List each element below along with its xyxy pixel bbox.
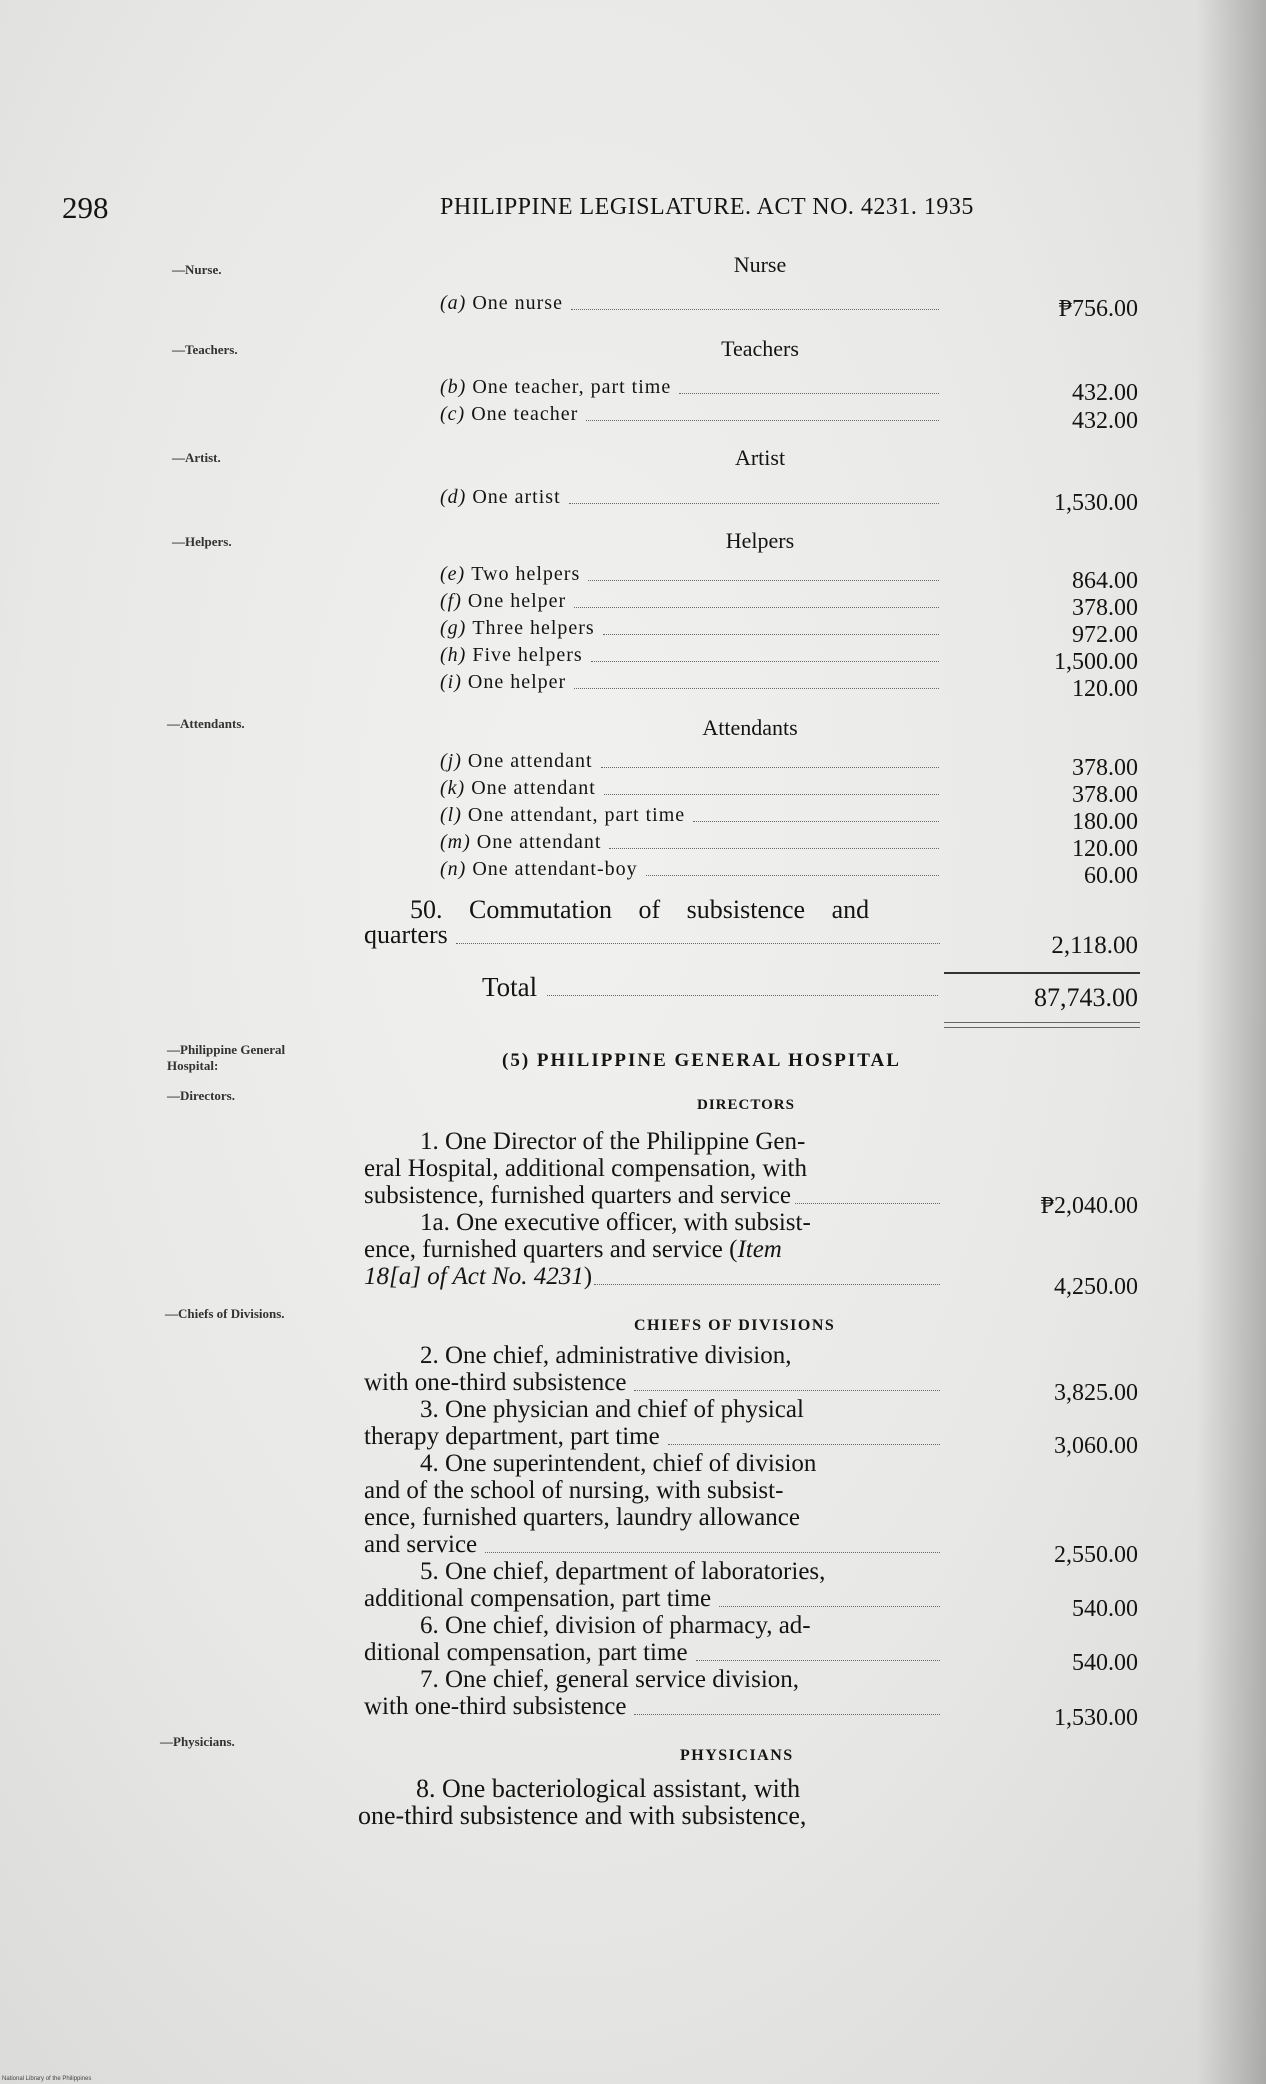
commutation-line1: 50. Commutation of subsistence and — [410, 895, 870, 924]
total-rule — [944, 972, 1140, 974]
para3-line2-text: therapy department, part time — [364, 1423, 660, 1450]
line-item-e — [440, 563, 945, 586]
line-item-m — [440, 831, 945, 854]
item-letter: (h) — [440, 644, 467, 666]
item-letter: (g) — [440, 617, 467, 639]
line-item-l — [440, 804, 945, 827]
margin-note-physicians: —Physicians. — [160, 1734, 235, 1749]
para5-line2 — [364, 1585, 944, 1613]
para7-amount: 1,530.00 — [1054, 1705, 1138, 1731]
para8-line1: 8. One bacteriological assistant, with — [416, 1774, 801, 1803]
para6-line2 — [364, 1639, 944, 1667]
commutation-amount: 2,118.00 — [1051, 932, 1138, 959]
line-item-f — [440, 590, 945, 613]
margin-note-artist: —Artist. — [172, 450, 221, 465]
amount-c: 432.00 — [1072, 408, 1138, 434]
para4-line3: ence, furnished quarters, laundry allowance — [364, 1504, 800, 1531]
para4-line4-text: and service — [364, 1531, 478, 1558]
para1a-line2 — [364, 1236, 782, 1264]
directors-heading: DIRECTORS — [697, 1097, 795, 1113]
item-letter: (l) — [440, 804, 462, 826]
line-item-g — [440, 617, 945, 640]
amount-h: 1,500.00 — [1054, 649, 1138, 675]
total-amount: 87,743.00 — [1034, 983, 1138, 1012]
item-letter: (e) — [440, 563, 466, 585]
para7-line1: 7. One chief, general service division, — [420, 1666, 800, 1693]
para1a-close: ) — [583, 1263, 593, 1290]
para4-line1: 4. One superintendent, chief of division — [420, 1450, 817, 1477]
item-text: One attendant-boy — [472, 858, 638, 880]
margin-note-nurse: —Nurse. — [172, 262, 222, 277]
para1a-amount: 4,250.00 — [1054, 1274, 1138, 1300]
item-letter: (m) — [440, 831, 471, 853]
line-item-h — [440, 644, 945, 667]
para2-line2 — [364, 1369, 944, 1397]
margin-note-pgh-line2: Hospital: — [167, 1058, 219, 1073]
margin-note-chiefs: —Chiefs of Divisions. — [165, 1306, 285, 1321]
item-letter: (d) — [440, 486, 467, 508]
para1-line3-text: subsistence, furnished quarters and service — [364, 1182, 791, 1209]
para5-line2-text: additional compensation, part time — [364, 1585, 712, 1612]
amount-e: 864.00 — [1072, 568, 1138, 594]
page-number: 298 — [62, 190, 109, 225]
item-letter: (n) — [440, 858, 467, 880]
amount-d: 1,530.00 — [1054, 490, 1138, 516]
total-line — [482, 972, 942, 1003]
item-letter: (c) — [440, 403, 466, 425]
section-helpers: Helpers — [725, 528, 795, 553]
para1-amount: ₱2,040.00 — [1040, 1193, 1138, 1219]
item-letter: (f) — [440, 590, 462, 612]
item-text: One attendant — [471, 777, 596, 799]
item-text: One helper — [467, 671, 567, 693]
chiefs-heading: CHIEFS OF DIVISIONS — [634, 1317, 836, 1334]
para3-line2 — [364, 1423, 944, 1451]
para1a-line1: 1a. One executive officer, with subsist- — [420, 1209, 811, 1236]
item-text: One attendant — [467, 750, 593, 772]
commutation-line2 — [364, 920, 944, 950]
item-text: Two helpers — [471, 563, 581, 585]
para2-amount: 3,825.00 — [1054, 1380, 1138, 1406]
para6-amount: 540.00 — [1072, 1650, 1138, 1676]
margin-note-attendants: —Attendants. — [167, 716, 245, 731]
amount-a: ₱756.00 — [1058, 296, 1138, 322]
amount-f: 378.00 — [1072, 595, 1138, 621]
item-letter: (a) — [440, 292, 467, 314]
page-edge-shadow — [1196, 0, 1266, 2084]
para1a-line3 — [364, 1263, 944, 1291]
item-letter: (i) — [440, 671, 462, 693]
amount-b: 432.00 — [1072, 380, 1138, 406]
amount-m: 120.00 — [1072, 836, 1138, 862]
para1a-item-word: Item — [737, 1236, 782, 1263]
physicians-heading: PHYSICIANS — [680, 1747, 794, 1764]
para6-line2-text: ditional compensation, part time — [364, 1639, 688, 1666]
amount-n: 60.00 — [1084, 863, 1138, 889]
line-item-a — [440, 292, 945, 315]
amount-j: 378.00 — [1072, 755, 1138, 781]
running-head: PHILIPPINE LEGISLATURE. ACT NO. 4231. 1935 — [440, 194, 974, 220]
item-text: One attendant, part time — [467, 804, 686, 826]
line-item-i — [440, 671, 945, 694]
para3-amount: 3,060.00 — [1054, 1433, 1138, 1459]
para4-line4 — [364, 1531, 944, 1559]
total-double-rule-2 — [944, 1027, 1140, 1028]
line-item-n — [440, 858, 945, 881]
para2-line2-text: with one-third subsistence — [364, 1369, 627, 1396]
line-item-b — [440, 376, 945, 399]
total-double-rule-1 — [944, 1022, 1140, 1023]
item-text: Five helpers — [472, 644, 583, 666]
margin-note-pgh-line1: —Philippine General — [167, 1042, 286, 1057]
item-text: Three helpers — [472, 617, 595, 639]
para1a-citation: 18[a] of Act No. 4231 — [364, 1263, 584, 1290]
amount-g: 972.00 — [1072, 622, 1138, 648]
scan-footer: National Library of the Philippines — [2, 2076, 92, 2082]
pgh-title: (5) PHILIPPINE GENERAL HOSPITAL — [502, 1050, 901, 1071]
para4-amount: 2,550.00 — [1054, 1542, 1138, 1568]
item-letter: (k) — [440, 777, 466, 799]
section-artist: Artist — [734, 445, 786, 470]
para7-line2 — [364, 1693, 944, 1721]
section-attendants: Attendants — [702, 715, 798, 740]
item-text: One artist — [472, 486, 561, 508]
item-text: One attendant — [476, 831, 602, 853]
margin-note-helpers: —Helpers. — [172, 534, 232, 549]
para2-line1: 2. One chief, administrative division, — [420, 1342, 792, 1369]
para1-line1: 1. One Director of the Philippine Gen- — [420, 1128, 806, 1155]
item-text: One teacher — [471, 403, 579, 425]
para6-line1: 6. One chief, division of pharmacy, ad- — [420, 1612, 811, 1639]
line-item-k — [440, 777, 945, 800]
margin-note-directors: —Directors. — [167, 1088, 235, 1103]
line-item-c — [440, 403, 945, 426]
line-item-j — [440, 750, 945, 773]
section-nurse: Nurse — [733, 252, 787, 277]
item-text: One helper — [467, 590, 567, 612]
margin-note-teachers: —Teachers. — [172, 342, 238, 357]
line-item-d — [440, 486, 945, 509]
item-letter: (b) — [440, 376, 467, 398]
para1-line3 — [364, 1182, 944, 1210]
para3-line1: 3. One physician and chief of physical — [420, 1396, 804, 1423]
item-text: One nurse — [472, 292, 563, 314]
amount-i: 120.00 — [1072, 676, 1138, 702]
para1a-line2-text: ence, furnished quarters and service ( — [364, 1236, 738, 1263]
item-letter: (j) — [440, 750, 462, 772]
amount-l: 180.00 — [1072, 809, 1138, 835]
section-teachers: Teachers — [721, 336, 799, 361]
total-label: Total — [482, 972, 538, 1002]
para1-line2: eral Hospital, additional compensation, with — [364, 1155, 807, 1182]
para8-line2: one-third subsistence and with subsistence, — [358, 1801, 807, 1830]
para5-amount: 540.00 — [1072, 1596, 1138, 1622]
para7-line2-text: with one-third subsistence — [364, 1693, 627, 1720]
commutation-label: quarters — [364, 920, 448, 949]
para5-line1: 5. One chief, department of laboratories, — [420, 1558, 826, 1585]
amount-k: 378.00 — [1072, 782, 1138, 808]
para4-line2: and of the school of nursing, with subsist- — [364, 1477, 784, 1504]
item-text: One teacher, part time — [472, 376, 672, 398]
